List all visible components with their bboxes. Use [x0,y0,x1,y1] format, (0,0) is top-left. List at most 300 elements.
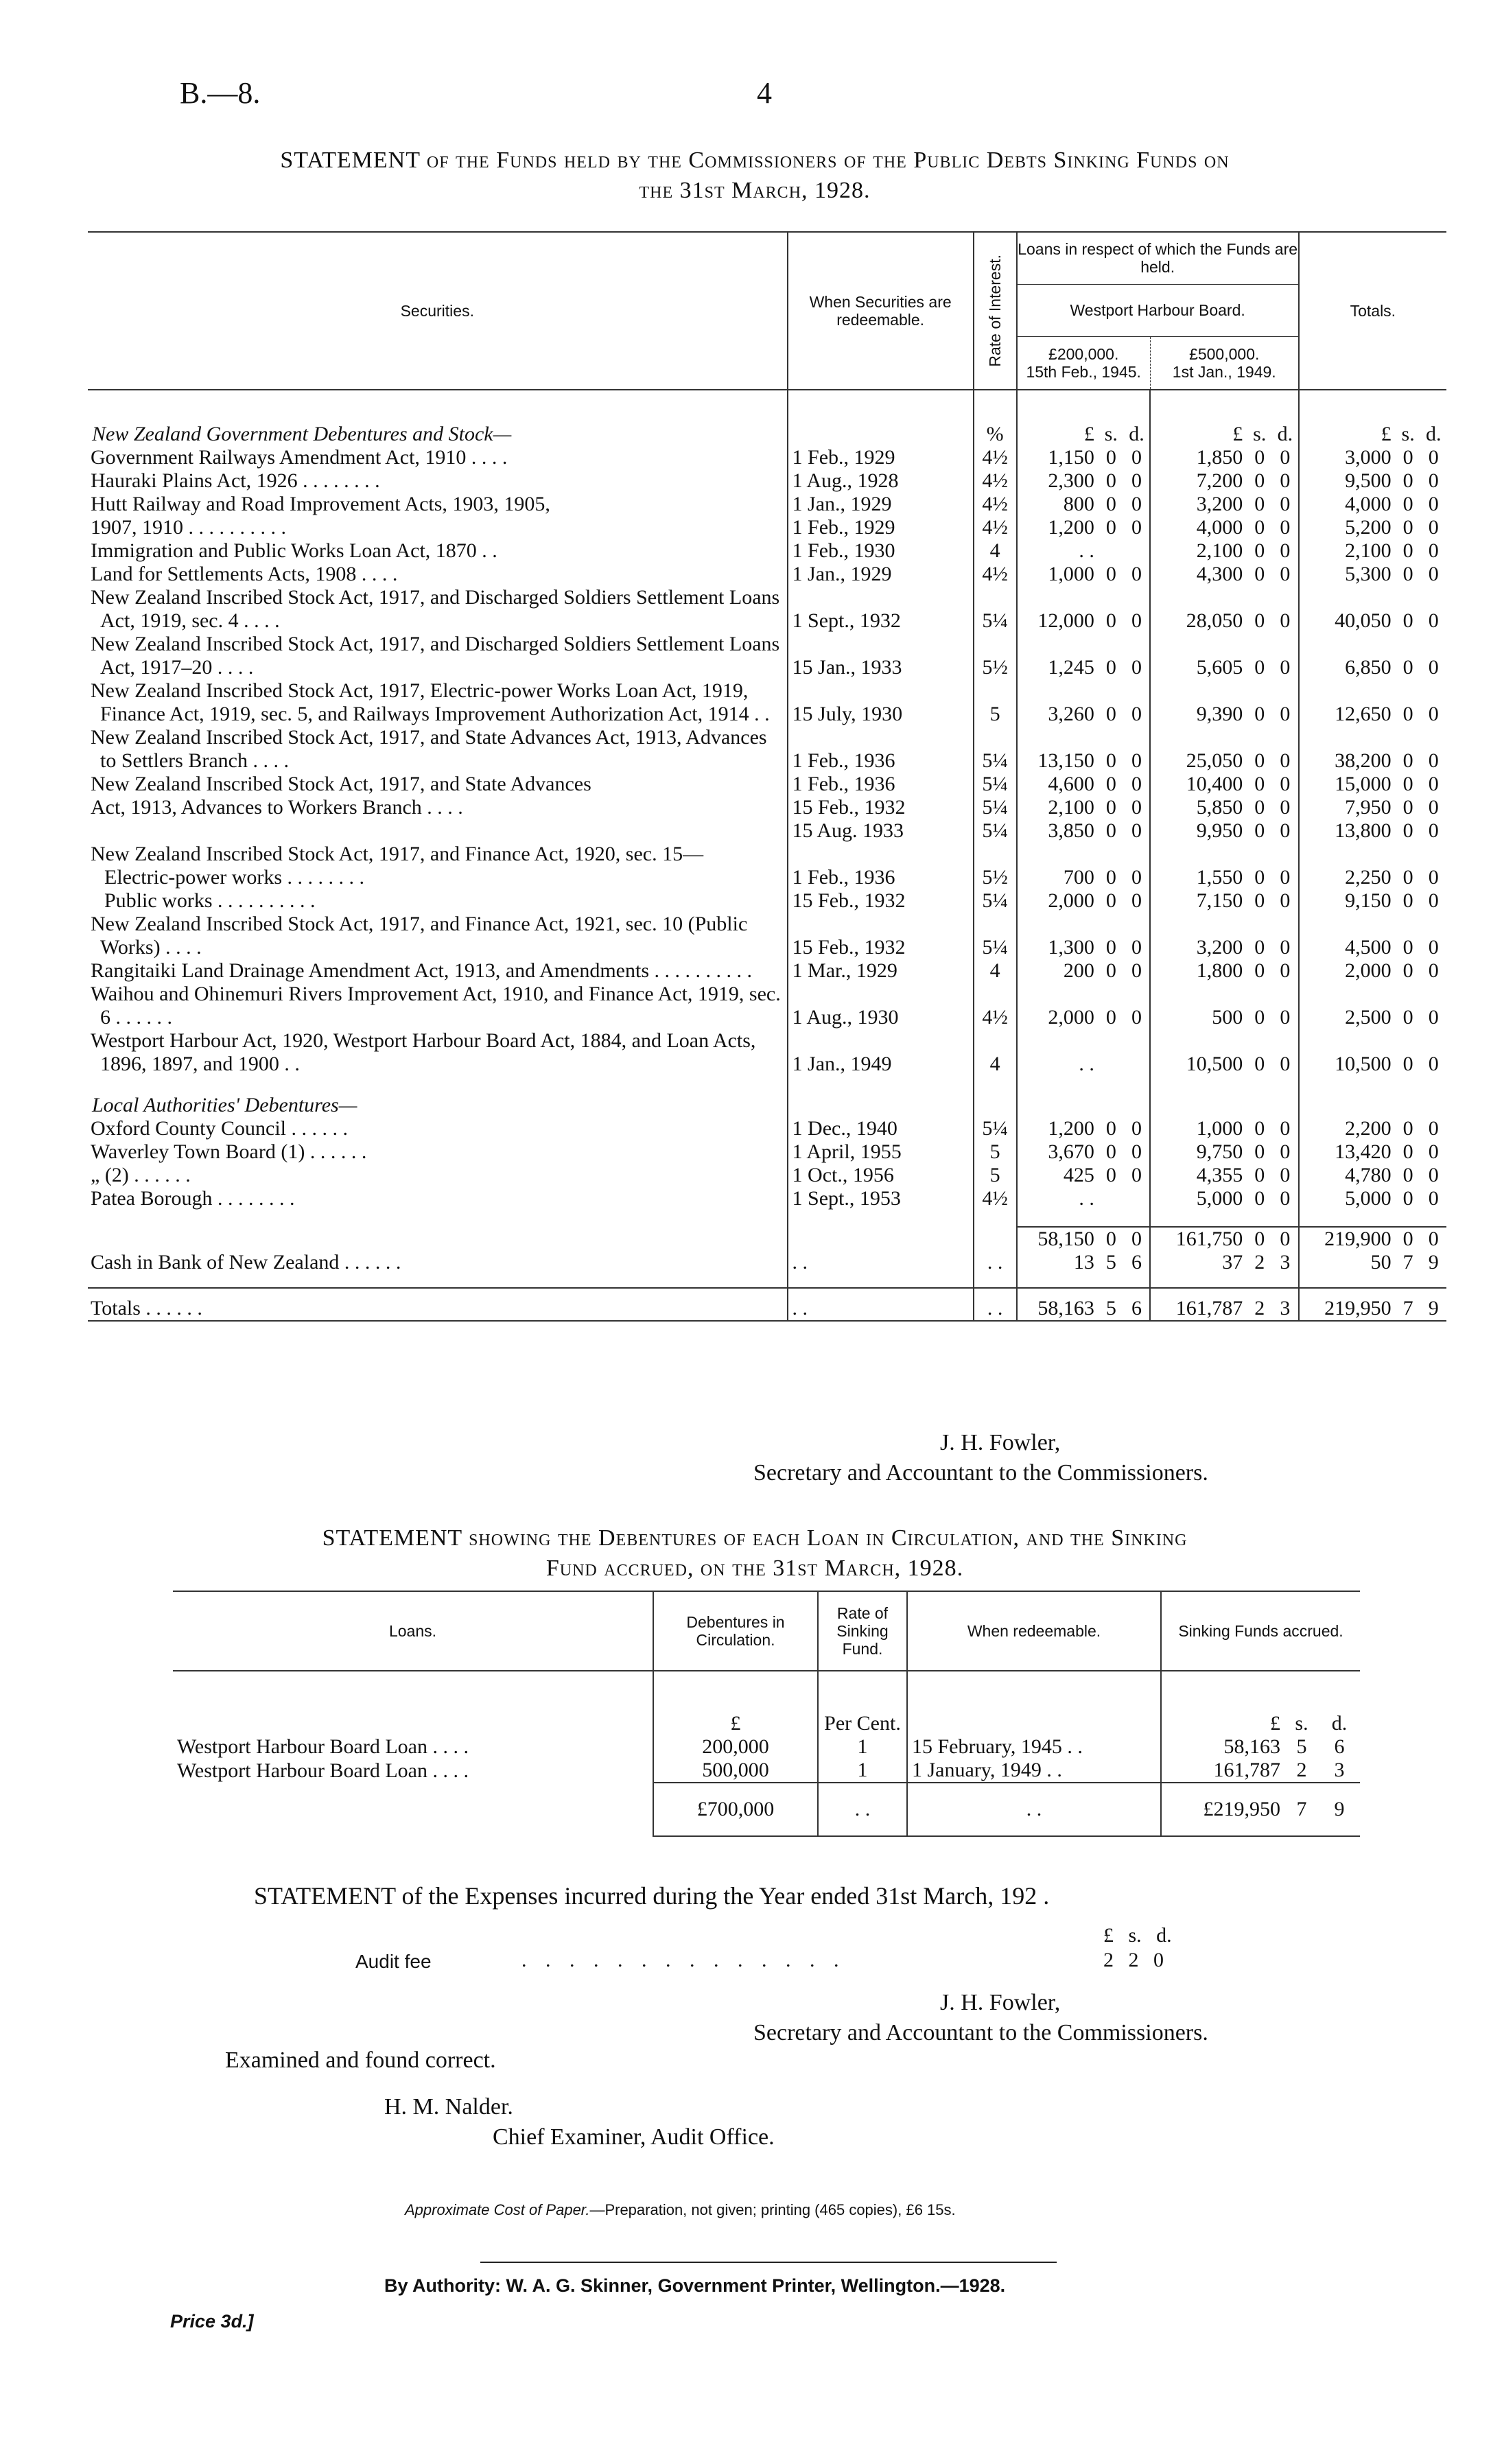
cell-a: 1,200 [1048,516,1094,539]
unit-pound: £ [1270,1712,1280,1735]
examined-text: Examined and found correct. [225,2048,496,2073]
cell-as: 0 [1105,469,1116,492]
cell-bd: 0 [1272,983,1299,1029]
cell-bs: 2 [1247,1288,1272,1321]
cell-ad: 0 [1124,1227,1151,1251]
table-row [88,983,1446,1029]
divider [480,2262,1057,2263]
cell-td: 0 [1428,469,1439,492]
table-row [88,586,1446,633]
sf-rate-value: 1 [818,1759,907,1783]
cell-t: 219,900 [1299,1227,1396,1251]
cell-bs: 0 [1254,609,1265,632]
cell-when: 1 Aug., 1930 [788,983,974,1029]
audit-fee-amount: 2 2 0 [1103,1949,1164,1971]
cell-rate: 5½ [974,633,1017,679]
cell-td: 0 [1428,749,1439,772]
audit-fee-label: Audit fee [355,1951,432,1972]
cell-bd: 0 [1272,1029,1299,1076]
cell-when: 1 Jan., 1929 [788,563,974,586]
cell-when: 1 Sept., 1953 [788,1187,974,1210]
cell-bd: 3 [1272,1288,1299,1321]
signature-1-role: Secretary and Accountant to the Commissioners. [753,1460,1208,1486]
table-row [88,726,1446,773]
cell-td: 0 [1428,493,1439,515]
cell-t: 40,050 [1335,609,1392,632]
cell-b: 9,390 [1196,703,1243,725]
table-row [88,1117,1446,1140]
cell-t: 5,000 [1345,1187,1392,1210]
unit-d: d. [1426,423,1442,445]
cell-b: 1,800 [1196,959,1243,982]
cell-t: 4,000 [1345,493,1392,515]
cell-bs: 0 [1254,819,1265,842]
cell-sec: Electric-power works . . . . . . . . [88,866,788,889]
unit-pound: £ [1381,423,1392,445]
cell-td: 0 [1428,609,1439,632]
cell-a: . . [1079,539,1094,562]
cell-ad: 0 [1124,586,1151,633]
table-row [88,446,1446,469]
cell-sec: Hauraki Plains Act, 1926 . . . . . . . . [88,469,788,493]
cell-b: 500 [1212,1006,1243,1029]
cell-as [1099,539,1124,563]
cell-a: 3,850 [1048,819,1094,842]
cell-bd: 0 [1272,866,1299,889]
cell-ts: 0 [1402,1140,1413,1163]
title-rest: of the Funds held by the Commissioners of the Public Debts Sinking Funds on [426,148,1230,173]
cell-a: 700 [1063,866,1094,889]
cell-ts: 0 [1402,1187,1413,1210]
cell-when: . . [788,1288,974,1321]
col-westport: Westport Harbour Board. [1017,284,1299,336]
statement-title-2 [137,1523,1372,1584]
title-main: STATEMENT [280,148,421,173]
cell-sec [88,819,788,843]
cell-as: 0 [1105,703,1116,725]
cell-as: 0 [1105,866,1116,889]
sf-pence: 6 [1334,1735,1345,1758]
cell-as [1099,1187,1124,1210]
cell-ts: 0 [1402,866,1413,889]
cell-b: 3,200 [1196,493,1243,515]
cell-ts: 0 [1402,446,1413,469]
cell-b: 4,300 [1196,563,1243,585]
table-row [88,493,1446,516]
debentures-table [173,1591,1360,1837]
table-row [88,679,1446,726]
cell-td: 0 [1428,703,1439,725]
cell-as: 0 [1105,609,1116,632]
unit-d: d. [1331,1712,1348,1735]
table-row [88,889,1446,913]
cost-label: Approximate Cost of Paper. [405,2201,590,2218]
sf-rate-value: 1 [818,1735,907,1759]
cell-bs: 0 [1254,889,1265,912]
cell-b: 7,150 [1196,889,1243,912]
table-row [88,819,1446,843]
cell-when: 1 Feb., 1936 [788,866,974,889]
cell-as: 0 [1105,1117,1116,1140]
cell-b: 5,000 [1196,1187,1243,1210]
cell-a [1017,843,1099,866]
table-row [88,773,1446,796]
cell-ad: 0 [1124,493,1151,516]
cell-ts: 0 [1402,773,1413,795]
cell-ad [1124,1187,1151,1210]
cell-ts: 0 [1402,539,1413,562]
cell-ts: 0 [1402,819,1413,842]
cell-ad: 0 [1124,773,1151,796]
cell-b: 4,355 [1196,1164,1243,1186]
cell-bd: 0 [1272,633,1299,679]
cell-sec: Public works . . . . . . . . . . [88,889,788,913]
cell-ts: 0 [1402,493,1413,515]
cell-t: 6,850 [1345,656,1392,679]
cell-rate: . . [974,1288,1017,1321]
total-row [173,1783,1360,1836]
cell-a: 2,100 [1048,796,1094,819]
cell-sec: Hutt Railway and Road Improvement Acts, 1903, 1905, [88,493,788,516]
document-ref: B.—8. [180,76,261,110]
cell-rate: 5¼ [974,913,1017,959]
cell-td: 0 [1428,563,1439,585]
cell-ad: 0 [1124,796,1151,819]
cell-t: 3,000 [1345,446,1392,469]
cell-a: 58,163 [1017,1288,1099,1321]
cell-rate: 4 [974,1029,1017,1076]
cell-a: 2,300 [1048,469,1094,492]
cell-td: 0 [1428,889,1439,912]
cell-bs: 0 [1254,773,1265,795]
cell-when: 15 Jan., 1933 [788,633,974,679]
cell-b: 2,100 [1196,539,1243,562]
unit-pound: £ [1232,423,1243,445]
unit-d: d. [1272,423,1299,446]
cell-when: 1 Sept., 1932 [788,586,974,633]
cell-bs: 0 [1254,936,1265,959]
cell-t: 13,800 [1335,819,1392,842]
cell-as: 0 [1105,493,1116,515]
cost-of-paper [405,2196,956,2225]
cell-a: 1,300 [1048,936,1094,959]
cell-bs: 2 [1254,1251,1265,1274]
cell-b: 1,000 [1196,1117,1243,1140]
cell-ts: 0 [1402,516,1413,539]
funds-table [88,231,1446,1322]
cell-ts: 0 [1402,959,1413,982]
cell-ad: 0 [1124,563,1151,586]
cell-bd: 0 [1272,539,1299,563]
audit-fee-dots: . . . . . . . . . . . . . . [521,1949,846,1971]
page-number: 4 [757,76,772,110]
cell-bd: 0 [1272,726,1299,773]
cell-t: 4,500 [1345,936,1392,959]
price: Price 3d.] [170,2311,254,2332]
cell-td: 0 [1428,773,1439,795]
cell-a: . . [1079,1187,1094,1210]
cell-td: 0 [1428,866,1439,889]
section-local-authorities: Local Authorities' Debentures— [88,1094,788,1117]
cell-ts: 0 [1396,1227,1421,1251]
cell-rate: 5 [974,679,1017,726]
table-row [88,1187,1446,1210]
cell-rate [974,1227,1017,1251]
cell-rate: 5¼ [974,586,1017,633]
cell-rate: 5¼ [974,796,1017,819]
signature-2-name: J. H. Fowler, [940,1990,1061,2015]
cell-ad [1124,539,1151,563]
cell-a: . . [1079,1053,1094,1075]
cell-when: 1 Feb., 1929 [788,516,974,539]
cell-ad: 0 [1124,446,1151,469]
cell-rate: 4 [974,539,1017,563]
cell-as: 0 [1105,889,1116,912]
cell-ad: 6 [1124,1251,1151,1274]
cell-ts: 0 [1402,1164,1413,1186]
signature-2-role: Secretary and Accountant to the Commissioners. [753,2020,1208,2045]
cell-td: 0 [1428,1187,1439,1210]
col-when-redeemable: When redeemable. [907,1591,1161,1671]
table-row [88,866,1446,889]
cell-ts: 0 [1402,703,1413,725]
debentures-value: 200,000 [653,1735,818,1759]
cell-b: 161,750 [1150,1227,1247,1251]
cell-t: 9,150 [1345,889,1392,912]
title-line2: Fund accrued, on the 31st March, 1928. [545,1556,964,1581]
cell-bd: 0 [1272,1187,1299,1210]
cell-rate: 4½ [974,983,1017,1029]
cell-ad: 0 [1124,889,1151,913]
table-row [88,913,1446,959]
cell-b: 10,500 [1186,1053,1243,1075]
cell-td: 0 [1428,959,1439,982]
cell-bs: 0 [1254,796,1265,819]
cell-when: 1 Aug., 1928 [788,469,974,493]
cell-a: 12,000 [1037,609,1094,632]
cell-bs: 0 [1254,493,1265,515]
cell-sec: Act, 1913, Advances to Workers Branch . . . . [88,796,788,819]
cell-bd: 3 [1272,1251,1299,1274]
cell-ad: 0 [1124,679,1151,726]
cell-bs: 0 [1254,539,1265,562]
cell-a: 13 [1073,1251,1094,1274]
loan-name: Westport Harbour Board Loan . . . . [173,1759,653,1783]
col-rate: Rate of Interest. [974,232,1017,390]
col-securities: Securities. [88,232,788,390]
cell-as: 0 [1105,446,1116,469]
cell-td: 0 [1421,1227,1446,1251]
cell-when: 1 Dec., 1940 [788,1117,974,1140]
cell-a: 2,000 [1048,889,1094,912]
cell-b: 25,050 [1186,749,1243,772]
cell-t: 4,780 [1345,1164,1392,1186]
cell-bs: 0 [1254,1117,1265,1140]
cell-bd: 0 [1272,773,1299,796]
cell-bd: 0 [1272,679,1299,726]
cell-rate: 5¼ [974,819,1017,843]
cell-when [788,1227,974,1251]
sf-shillings: 2 [1296,1759,1307,1781]
cell-bs: 0 [1254,1053,1265,1075]
cell-sec: Westport Harbour Act, 1920, Westport Harbour Board Act, 1884, and Loan Acts, 1896, 1897, and 1900 . . [88,1029,788,1076]
table-row [88,843,1446,866]
cell-when: 1 April, 1955 [788,1140,974,1164]
cell-t: 15,000 [1335,773,1392,795]
cell-ad: 0 [1124,1117,1151,1140]
cell-a: 1,000 [1048,563,1094,585]
col-loans: Loans. [173,1591,653,1671]
cell-when: 15 July, 1930 [788,679,974,726]
cell-sec: Cash in Bank of New Zealand . . . . . . [88,1251,788,1274]
cell-bs: 0 [1254,563,1265,585]
table-row [88,959,1446,983]
total-sf: £219,950 [1161,1783,1284,1836]
cell-a: 3,670 [1048,1140,1094,1163]
cell-rate: 4 [974,959,1017,983]
cell-bd: 0 [1272,913,1299,959]
cell-t: 7,950 [1345,796,1392,819]
unit-pound: £ [1083,423,1094,445]
cell-b: 4,000 [1196,516,1243,539]
col-sf-rate: Rate of Sinking Fund. [818,1591,907,1671]
cell-bd: 0 [1272,469,1299,493]
cell-a: 2,000 [1048,1006,1094,1029]
cell-a: 13,150 [1037,749,1094,772]
cell-bs: 0 [1247,1227,1272,1251]
table-row [88,539,1446,563]
cell-as: 0 [1105,819,1116,842]
sf-shillings: 5 [1296,1735,1307,1758]
table-row [88,1140,1446,1164]
cell-ts: 0 [1402,609,1413,632]
cell-t: 5,200 [1345,516,1392,539]
cell-sec: New Zealand Inscribed Stock Act, 1917, and Finance Act, 1920, sec. 15— [88,843,788,866]
cell-a: 1,245 [1048,656,1094,679]
cell-b: 9,750 [1196,1140,1243,1163]
cell-b: 1,850 [1196,446,1243,469]
cell-ts: 0 [1402,1006,1413,1029]
cell-as: 0 [1099,1227,1124,1251]
cell-td: 0 [1428,539,1439,562]
cell-when: 15 Feb., 1932 [788,796,974,819]
cell-td: 0 [1428,819,1439,842]
cell-sec: Patea Borough . . . . . . . . [88,1187,788,1210]
cell-b: 3,200 [1196,936,1243,959]
cell-ts: 0 [1402,469,1413,492]
when-value: 15 February, 1945 . . [907,1735,1161,1759]
table-row [88,563,1446,586]
cell-as [1099,1029,1124,1076]
cell-bs: 0 [1254,469,1265,492]
cell-b: 7,200 [1196,469,1243,492]
cell-bd: 0 [1272,1140,1299,1164]
cell-as: 0 [1105,516,1116,539]
cell-as [1099,843,1124,866]
cell-a: 425 [1063,1164,1094,1186]
authority-line [384,2271,1005,2300]
cell-sec: 1907, 1910 . . . . . . . . . . [88,516,788,539]
col-debentures: Debentures in Circulation. [653,1591,818,1671]
col-loan-500000: £500,000. 1st Jan., 1949. [1150,336,1298,390]
cell-sec: Oxford County Council . . . . . . [88,1117,788,1140]
cell-t [1299,843,1396,866]
cell-bd: 0 [1272,586,1299,633]
cell-bs: 0 [1254,1187,1265,1210]
cell-rate: 4½ [974,563,1017,586]
cash-row [88,1251,1446,1274]
cell-when: 1 Feb., 1936 [788,726,974,773]
cell-bd [1272,843,1299,866]
cell-t: 5,300 [1345,563,1392,585]
statement-title-1 [137,145,1372,206]
cell-sec: New Zealand Inscribed Stock Act, 1917, and Discharged Soldiers Settlement Loans Act, 1917–20 . . . . [88,633,788,679]
cell-bd: 0 [1272,889,1299,913]
cell-t: 2,000 [1345,959,1392,982]
table-row [88,1164,1446,1187]
col-loan-200000: £200,000. 15th Feb., 1945. [1017,336,1151,390]
cell-ad: 0 [1124,959,1151,983]
total-d: 9 [1319,1783,1360,1836]
sf-pounds: 161,787 [1213,1759,1280,1781]
table-row [88,633,1446,679]
col-sinking-funds: Sinking Funds accrued. [1161,1591,1360,1671]
cell-td [1421,843,1446,866]
cell-rate: 5¼ [974,889,1017,913]
table-row [173,1735,1360,1759]
cell-as: 0 [1105,1164,1116,1186]
cell-ts: 7 [1396,1288,1421,1321]
cell-td: 0 [1428,1006,1439,1029]
cell-t: 38,200 [1335,749,1392,772]
cell-ad: 0 [1124,1164,1151,1187]
cell-when: 15 Feb., 1932 [788,913,974,959]
cell-as: 0 [1105,656,1116,679]
cell-rate: . . [974,1251,1017,1274]
title-line2: the 31st March, 1928. [639,178,871,203]
cell-td: 0 [1428,446,1439,469]
cell-sec: New Zealand Inscribed Stock Act, 1917, and State Advances [88,773,788,796]
cell-a: 1,200 [1048,1117,1094,1140]
cell-as: 5 [1099,1288,1124,1321]
cell-bd: 0 [1272,796,1299,819]
cell-bd: 0 [1272,1164,1299,1187]
cell-td: 0 [1428,1117,1439,1140]
total-when: . . [907,1783,1161,1836]
cell-ts: 0 [1402,796,1413,819]
cell-ad: 6 [1124,1288,1151,1321]
cell-td: 0 [1428,516,1439,539]
cell-sec: Rangitaiki Land Drainage Amendment Act, 1913, and Amendments . . . . . . . . . . [88,959,788,983]
cell-bs: 0 [1254,656,1265,679]
cell-t: 2,200 [1345,1117,1392,1140]
cell-when: 1 Mar., 1929 [788,959,974,983]
cell-bd: 0 [1272,1227,1299,1251]
total-s: 7 [1284,1783,1319,1836]
cell-ts: 0 [1402,936,1413,959]
table-row [88,516,1446,539]
cell-sec: „ (2) . . . . . . [88,1164,788,1187]
cell-bd: 0 [1272,516,1299,539]
cell-t: 50 [1370,1251,1392,1274]
cell-b: 5,605 [1196,656,1243,679]
cell-as: 0 [1105,563,1116,585]
cell-sec: New Zealand Inscribed Stock Act, 1917, and State Advances Act, 1913, Advances to Settlers Branch . . . . [88,726,788,773]
cell-rate: 4½ [974,446,1017,469]
cell-t: 9,500 [1345,469,1392,492]
cell-td: 9 [1428,1251,1439,1274]
cell-as: 5 [1105,1251,1116,1274]
